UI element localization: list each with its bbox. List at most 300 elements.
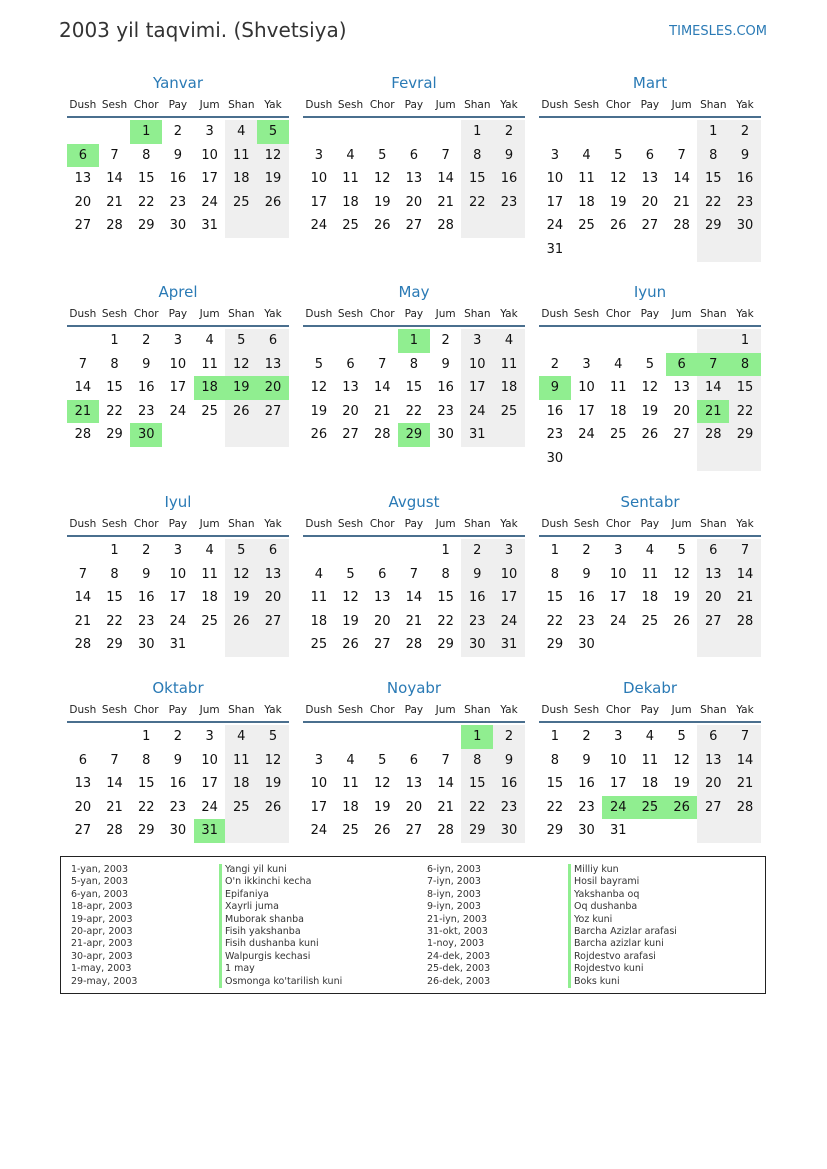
day-cell: 11 xyxy=(201,356,218,372)
week-row xyxy=(303,586,525,610)
holiday-name: 1 may xyxy=(219,963,342,975)
holiday-name: Yoz kuni xyxy=(568,914,677,926)
day-cell: 16 xyxy=(461,586,493,610)
weekday-label: Pay xyxy=(168,98,188,111)
holiday-date: 26-dek, 2003 xyxy=(427,975,491,987)
day-cell: 15 xyxy=(461,772,493,796)
weekday-label: Pay xyxy=(404,517,424,530)
day-cell: 27 xyxy=(641,218,659,234)
day-cell: 10 xyxy=(310,776,328,792)
day-cell: 5 xyxy=(346,566,355,582)
day-cell: 29 xyxy=(106,427,123,443)
day-cell: 6 xyxy=(378,566,387,582)
day-cell: 25 xyxy=(578,218,595,234)
empty-day-cell xyxy=(493,214,525,238)
day-cell: 4 xyxy=(346,147,355,163)
empty-day-cell xyxy=(571,329,603,353)
weekday-label: Shan xyxy=(228,703,255,716)
day-cell: 2 xyxy=(729,120,761,144)
day-cell: 20 xyxy=(697,772,729,796)
weekday-label: Chor xyxy=(369,98,395,111)
day-cell: 27 xyxy=(74,823,92,839)
day-cell: 12 xyxy=(257,144,289,168)
day-cell: 23 xyxy=(169,799,187,815)
weekday-label: Chor xyxy=(605,307,631,320)
site-logo[interactable]: TIMESLES.COM xyxy=(669,24,767,39)
day-cell: 29 xyxy=(546,637,564,653)
day-cell: 5 xyxy=(257,725,289,749)
month-yanvar xyxy=(67,73,289,238)
day-cell: 24 xyxy=(310,823,328,839)
week-row xyxy=(303,120,525,144)
day-cell: 26 xyxy=(641,427,659,443)
day-cell: 26 xyxy=(225,610,257,634)
empty-day-cell xyxy=(697,633,729,657)
day-cell: 25 xyxy=(493,400,525,424)
weekday-label: Jum xyxy=(671,307,692,320)
holiday-name: Rojdestvo arafasi xyxy=(568,951,677,963)
day-cell: 31 xyxy=(169,637,187,653)
holiday-day-cell: 1 xyxy=(398,329,430,353)
empty-day-cell xyxy=(366,539,398,563)
day-cell: 3 xyxy=(173,333,183,348)
week-row xyxy=(539,749,761,773)
week-row xyxy=(67,191,289,215)
day-cell: 17 xyxy=(609,590,627,606)
week-row xyxy=(539,447,761,471)
day-cell: 12 xyxy=(310,380,328,396)
day-cell: 8 xyxy=(461,144,493,168)
weekday-label: Dush xyxy=(541,517,569,530)
day-cell: 15 xyxy=(546,590,564,606)
empty-day-cell xyxy=(697,819,729,843)
weekday-label: Jum xyxy=(435,307,456,320)
day-cell: 24 xyxy=(493,610,525,634)
day-cell: 2 xyxy=(582,729,591,744)
empty-day-cell xyxy=(729,819,761,843)
week-row xyxy=(303,610,525,634)
day-cell: 11 xyxy=(225,144,257,168)
day-cell: 23 xyxy=(493,796,525,820)
empty-day-cell xyxy=(461,214,493,238)
page-title: 2003 yil taqvimi. (Shvetsiya) xyxy=(59,18,347,42)
empty-day-cell xyxy=(602,633,634,657)
day-cell: 28 xyxy=(697,423,729,447)
day-cell: 15 xyxy=(546,776,564,792)
week-row xyxy=(303,796,525,820)
weekday-label: Jum xyxy=(199,517,220,530)
week-row xyxy=(67,586,289,610)
weekday-label: Sesh xyxy=(573,98,600,111)
weekday-label: Shan xyxy=(464,517,491,530)
empty-day-cell xyxy=(225,819,257,843)
day-cell: 14 xyxy=(437,776,454,792)
weekday-label: Sesh xyxy=(337,307,364,320)
weekday-label: Chor xyxy=(133,98,159,111)
holiday-date: 19-apr, 2003 xyxy=(71,913,133,925)
day-cell: 12 xyxy=(641,380,659,396)
day-cell: 7 xyxy=(78,356,87,372)
day-cell: 15 xyxy=(137,171,155,187)
week-row xyxy=(539,725,761,749)
day-cell: 19 xyxy=(225,586,257,610)
week-row xyxy=(539,772,761,796)
empty-day-cell xyxy=(257,214,289,238)
day-cell: 13 xyxy=(74,776,92,792)
day-cell: 24 xyxy=(169,403,187,419)
weekday-label: Chor xyxy=(605,517,631,530)
empty-day-cell xyxy=(493,423,525,447)
week-row xyxy=(67,796,289,820)
day-cell: 3 xyxy=(314,752,323,768)
day-cell: 16 xyxy=(437,380,454,396)
day-cell: 18 xyxy=(310,613,328,629)
day-cell: 15 xyxy=(106,380,123,396)
day-cell: 31 xyxy=(609,823,627,839)
day-cell: 19 xyxy=(609,194,627,210)
day-cell: 12 xyxy=(673,566,690,582)
week-row xyxy=(303,329,525,353)
day-cell: 17 xyxy=(578,403,595,419)
day-cell: 28 xyxy=(373,427,391,443)
day-cell: 24 xyxy=(609,613,627,629)
day-cell: 26 xyxy=(257,191,289,215)
day-cell: 8 xyxy=(142,147,151,163)
holiday-day-cell: 8 xyxy=(729,353,761,377)
day-cell: 8 xyxy=(110,356,119,372)
week-row xyxy=(539,238,761,262)
week-row xyxy=(303,772,525,796)
day-cell: 20 xyxy=(697,586,729,610)
day-cell: 8 xyxy=(142,752,151,768)
weekday-label: Chor xyxy=(369,307,395,320)
day-cell: 4 xyxy=(225,120,257,144)
holiday-day-cell: 29 xyxy=(398,423,430,447)
weekday-label: Jum xyxy=(199,703,220,716)
day-cell: 12 xyxy=(225,563,257,587)
day-cell: 4 xyxy=(645,729,655,744)
holiday-name: Rojdestvo kuni xyxy=(568,963,677,975)
day-cell: 22 xyxy=(437,613,454,629)
weekday-label: Yak xyxy=(500,98,518,111)
weekday-label: Shan xyxy=(464,307,491,320)
empty-day-cell xyxy=(366,329,398,353)
day-cell: 4 xyxy=(493,329,525,353)
holiday-date: 29-may, 2003 xyxy=(71,975,138,987)
month-oktabr xyxy=(67,678,289,843)
day-cell: 21 xyxy=(729,586,761,610)
month-name: Fevral xyxy=(391,74,437,92)
day-cell: 16 xyxy=(578,590,595,606)
month-noyabr xyxy=(303,678,525,843)
day-cell: 10 xyxy=(169,356,187,372)
day-cell: 2 xyxy=(441,333,450,348)
day-cell: 26 xyxy=(673,613,690,629)
empty-day-cell xyxy=(257,423,289,447)
week-row xyxy=(539,376,761,400)
holiday-date: 8-iyn, 2003 xyxy=(427,888,481,900)
holiday-day-cell: 6 xyxy=(67,144,99,168)
day-cell: 28 xyxy=(729,610,761,634)
day-cell: 17 xyxy=(169,590,187,606)
day-cell: 24 xyxy=(546,218,564,234)
empty-day-cell xyxy=(666,120,698,144)
day-cell: 23 xyxy=(729,191,761,215)
holiday-date: 21-apr, 2003 xyxy=(71,938,133,950)
empty-day-cell xyxy=(571,447,603,471)
day-cell: 14 xyxy=(729,749,761,773)
weekday-label: Yak xyxy=(736,98,754,111)
day-cell: 19 xyxy=(257,167,289,191)
day-cell: 22 xyxy=(405,403,423,419)
day-cell: 16 xyxy=(493,772,525,796)
holiday-day-cell: 20 xyxy=(257,376,289,400)
day-cell: 19 xyxy=(373,194,391,210)
day-cell: 14 xyxy=(405,590,423,606)
holiday-date: 25-dek, 2003 xyxy=(427,963,491,975)
day-cell: 27 xyxy=(257,400,289,424)
weekday-label: Sesh xyxy=(337,98,364,111)
day-cell: 8 xyxy=(461,749,493,773)
weekday-label: Pay xyxy=(168,517,188,530)
day-cell: 9 xyxy=(142,566,151,582)
day-cell: 10 xyxy=(461,353,493,377)
month-name: Avgust xyxy=(388,493,440,511)
weekday-label: Yak xyxy=(736,307,754,320)
holiday-date: 9-iyn, 2003 xyxy=(427,901,481,913)
weekday-label: Pay xyxy=(168,703,188,716)
day-cell: 11 xyxy=(342,776,359,792)
day-cell: 14 xyxy=(106,171,123,187)
empty-day-cell xyxy=(697,447,729,471)
holiday-name: Oq dushanba xyxy=(568,901,677,913)
day-cell: 29 xyxy=(137,823,155,839)
holiday-date: 1-yan, 2003 xyxy=(71,864,128,875)
day-cell: 28 xyxy=(106,823,123,839)
empty-day-cell xyxy=(602,120,634,144)
week-row xyxy=(67,167,289,191)
day-cell: 2 xyxy=(173,124,183,139)
day-cell: 10 xyxy=(201,752,218,768)
empty-day-cell xyxy=(729,238,761,262)
day-cell: 3 xyxy=(461,329,493,353)
weekday-label: Dush xyxy=(305,703,333,716)
day-cell: 9 xyxy=(729,144,761,168)
day-cell: 14 xyxy=(74,590,92,606)
day-cell: 20 xyxy=(673,403,690,419)
holiday-date: 20-apr, 2003 xyxy=(71,925,133,937)
week-row xyxy=(539,191,761,215)
holiday-date: 21-iyn, 2003 xyxy=(427,913,488,925)
day-cell: 3 xyxy=(550,147,559,163)
weekday-label: Sesh xyxy=(101,98,128,111)
day-cell: 23 xyxy=(578,613,595,629)
weekday-label: Dush xyxy=(69,517,97,530)
month-name: Noyabr xyxy=(386,679,442,697)
holiday-day-cell: 21 xyxy=(697,400,729,424)
weekday-label: Dush xyxy=(69,98,97,111)
day-cell: 26 xyxy=(342,637,359,653)
week-row xyxy=(67,633,289,657)
empty-day-cell xyxy=(99,725,131,749)
day-cell: 17 xyxy=(609,776,627,792)
day-cell: 8 xyxy=(441,566,450,582)
empty-day-cell xyxy=(430,725,462,749)
holiday-day-cell: 18 xyxy=(194,376,226,400)
weekday-label: Pay xyxy=(404,98,424,111)
day-cell: 14 xyxy=(729,563,761,587)
week-row xyxy=(67,353,289,377)
weekday-header xyxy=(539,302,761,327)
day-cell: 13 xyxy=(74,171,92,187)
weekday-label: Yak xyxy=(264,703,282,716)
day-cell: 4 xyxy=(205,543,214,558)
day-cell: 21 xyxy=(106,799,123,815)
weekday-label: Dush xyxy=(69,703,97,716)
day-cell: 11 xyxy=(641,566,659,582)
holiday-date: 1-noy, 2003 xyxy=(427,938,485,950)
day-cell: 4 xyxy=(205,333,214,348)
day-cell: 24 xyxy=(169,613,187,629)
day-cell: 6 xyxy=(257,329,289,353)
weekday-label: Jum xyxy=(671,98,692,111)
legend-names-column xyxy=(219,864,342,988)
day-cell: 16 xyxy=(493,167,525,191)
empty-day-cell xyxy=(366,725,398,749)
week-row xyxy=(303,167,525,191)
day-cell: 20 xyxy=(405,799,423,815)
empty-day-cell xyxy=(303,120,335,144)
day-cell: 16 xyxy=(137,590,155,606)
day-cell: 30 xyxy=(493,819,525,843)
holiday-name: Osmonga ko'tarilish kuni xyxy=(219,976,342,988)
month-name: Yanvar xyxy=(152,74,204,92)
month-mart xyxy=(539,73,761,262)
day-cell: 5 xyxy=(314,356,323,372)
weekday-label: Pay xyxy=(640,307,660,320)
holiday-name: Barcha azizlar kuni xyxy=(568,938,677,950)
day-cell: 11 xyxy=(641,752,659,768)
weekday-label: Jum xyxy=(199,98,220,111)
day-cell: 19 xyxy=(641,403,659,419)
month-name: Iyun xyxy=(633,283,667,301)
holiday-day-cell: 25 xyxy=(634,796,666,820)
day-cell: 6 xyxy=(78,752,87,768)
empty-day-cell xyxy=(539,329,571,353)
day-cell: 20 xyxy=(373,613,391,629)
day-cell: 22 xyxy=(106,613,123,629)
holiday-name: Fisih yakshanba xyxy=(219,926,342,938)
month-name: Mart xyxy=(632,74,668,92)
day-cell: 25 xyxy=(201,613,218,629)
empty-day-cell xyxy=(67,329,99,353)
month-name: May xyxy=(398,283,430,301)
weekday-label: Sesh xyxy=(573,703,600,716)
day-cell: 7 xyxy=(729,539,761,563)
weekday-label: Dush xyxy=(305,307,333,320)
month-may xyxy=(303,282,525,447)
day-cell: 31 xyxy=(546,241,564,257)
weekday-label: Yak xyxy=(500,517,518,530)
week-row xyxy=(539,120,761,144)
month-name: Oktabr xyxy=(152,679,204,697)
weekday-label: Yak xyxy=(500,307,518,320)
empty-day-cell xyxy=(398,539,430,563)
day-cell: 21 xyxy=(405,613,423,629)
week-row xyxy=(303,725,525,749)
day-cell: 11 xyxy=(310,590,328,606)
day-cell: 18 xyxy=(342,194,359,210)
day-cell: 28 xyxy=(405,637,423,653)
day-cell: 2 xyxy=(582,543,591,558)
day-cell: 3 xyxy=(173,543,183,558)
holiday-name: Barcha Azizlar arafasi xyxy=(568,926,677,938)
empty-day-cell xyxy=(303,539,335,563)
day-cell: 20 xyxy=(74,194,92,210)
day-cell: 2 xyxy=(142,333,151,348)
weekday-header xyxy=(539,698,761,723)
day-cell: 29 xyxy=(461,819,493,843)
week-row xyxy=(67,400,289,424)
day-cell: 24 xyxy=(310,218,328,234)
day-cell: 5 xyxy=(614,147,623,163)
day-cell: 27 xyxy=(257,610,289,634)
day-cell: 11 xyxy=(493,353,525,377)
weekday-label: Shan xyxy=(228,517,255,530)
day-cell: 31 xyxy=(493,633,525,657)
empty-day-cell xyxy=(571,238,603,262)
day-cell: 17 xyxy=(201,171,218,187)
day-cell: 5 xyxy=(378,752,387,768)
day-cell: 4 xyxy=(346,752,355,768)
weekday-label: Shan xyxy=(700,517,727,530)
day-cell: 21 xyxy=(74,613,92,629)
weekday-label: Yak xyxy=(264,307,282,320)
day-cell: 13 xyxy=(257,563,289,587)
day-cell: 5 xyxy=(378,147,387,163)
holiday-name: Milliy kun xyxy=(568,864,677,876)
day-cell: 14 xyxy=(697,376,729,400)
weekday-label: Jum xyxy=(435,517,456,530)
day-cell: 18 xyxy=(609,403,627,419)
day-cell: 25 xyxy=(609,427,627,443)
day-cell: 5 xyxy=(225,329,257,353)
week-row xyxy=(539,796,761,820)
empty-day-cell xyxy=(666,819,698,843)
week-row xyxy=(539,610,761,634)
day-cell: 24 xyxy=(461,400,493,424)
day-cell: 1 xyxy=(550,543,559,558)
week-row xyxy=(303,353,525,377)
empty-day-cell xyxy=(602,238,634,262)
holiday-name: Yakshanba oq xyxy=(568,889,677,901)
day-cell: 18 xyxy=(225,772,257,796)
day-cell: 22 xyxy=(546,799,564,815)
day-cell: 27 xyxy=(373,637,391,653)
day-cell: 23 xyxy=(578,799,595,815)
day-cell: 2 xyxy=(173,729,183,744)
day-cell: 30 xyxy=(461,633,493,657)
week-row xyxy=(539,633,761,657)
week-row xyxy=(67,376,289,400)
day-cell: 7 xyxy=(110,752,119,768)
day-cell: 17 xyxy=(493,586,525,610)
week-row xyxy=(67,214,289,238)
weekday-label: Chor xyxy=(605,98,631,111)
day-cell: 28 xyxy=(106,218,123,234)
empty-day-cell xyxy=(666,238,698,262)
weekday-header xyxy=(67,302,289,327)
